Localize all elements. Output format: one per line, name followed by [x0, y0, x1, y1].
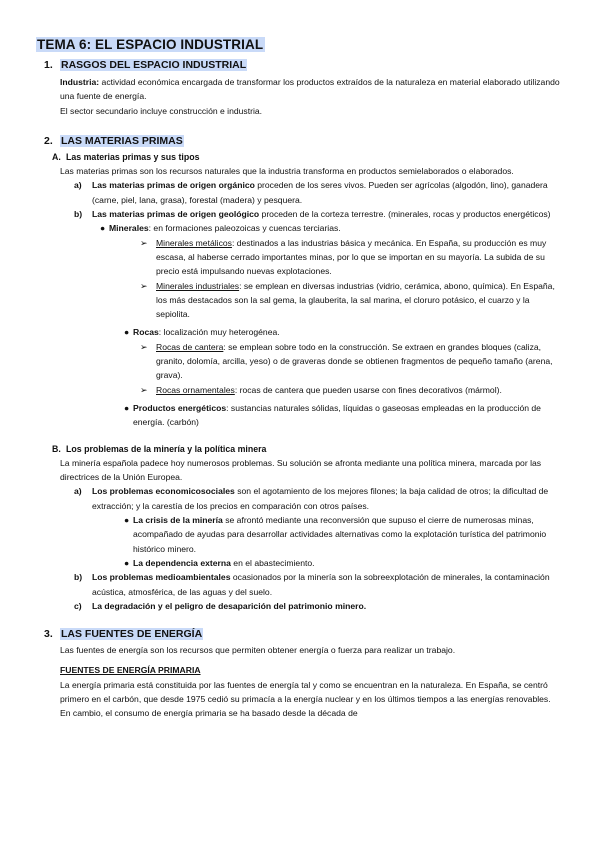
rocas-text: : localización muy heterogénea.: [158, 327, 280, 338]
ornamentales-text: : rocas de cantera que pueden usarse con fines decorativos (mármol).: [234, 384, 502, 395]
industriales-body: [156, 279, 560, 322]
bullet-crisis: [124, 513, 560, 556]
organico-label: Las materias primas de origen orgánico: [92, 180, 255, 191]
subsection-B-title: Los problemas de la minería y la política minera: [66, 443, 267, 454]
bullet-icon: ●: [124, 557, 130, 568]
minerales-label: Minerales: [109, 223, 149, 234]
section-3-heading: [44, 627, 560, 642]
metalicos-body: [156, 236, 560, 279]
page-title: [36, 36, 560, 54]
section-1-heading: [44, 58, 560, 73]
item-a-mark: a): [74, 180, 82, 191]
dependencia-label: La dependencia externa: [133, 557, 231, 568]
subsection-A-heading: [52, 150, 560, 164]
medioambientales-body: [92, 570, 560, 599]
subsection-B-heading: [52, 442, 560, 456]
crisis-text: se afrontó mediante una reconversión que supuso el cierre de numerosas minas, acompañado de ayudas para desarrollar actividades alternativas como la explotación turística del patrimonio histórico minero.: [133, 515, 547, 554]
medioambientales-text: ocasionados por la minería son la sobreexplotación de minerales, la contaminación acústica, atmosférica, de las aguas y del suelo.: [92, 572, 550, 597]
industria-definition: [60, 75, 560, 104]
ornamentales-body: [156, 383, 560, 397]
arrow-icon: ➢: [140, 280, 148, 291]
geologico-label: Las materias primas de origen geológico: [92, 209, 260, 220]
crisis-label: La crisis de la minería: [133, 515, 223, 526]
bullet-icon: ●: [124, 327, 130, 338]
arrow-icon: ➢: [140, 384, 148, 395]
energeticos-body: [133, 401, 560, 430]
item-a-body: [92, 178, 560, 207]
degradacion-text: La degradación y el peligro de desaparición del patrimonio minero.: [92, 600, 367, 611]
metalicos-label: Minerales metálicos: [156, 237, 232, 248]
cantera-body: [156, 340, 560, 383]
item-b-mark: b): [74, 572, 83, 583]
dependencia-text: en el abastecimiento.: [230, 557, 315, 568]
title-text: TEMA 6: EL ESPACIO INDUSTRIAL: [37, 37, 264, 52]
item-degradacion: [74, 599, 560, 613]
section-2-number: 2.: [44, 134, 53, 147]
materias-primas-intro: Las materias primas son los recursos naturales que la industria transforma en productos semielaborados o elaborados.: [60, 166, 514, 177]
bullet-icon: ●: [124, 402, 130, 413]
organico-text: proceden de los seres vivos. Pueden ser agrícolas (algodón, lino), ganadera (carne, piel, lana, grasa), forestal (madera) y pesquera.: [92, 180, 548, 205]
subsection-A-title: Las materias primas y sus tipos: [66, 151, 200, 162]
item-c-mark: c): [74, 600, 82, 611]
economicosociales-text: son el agotamiento de los mejores filones; la baja calidad de otros; la dificultad de extracción; y la carestía de los precios en comparación con otros países.: [92, 486, 549, 511]
item-economicosociales: [74, 484, 560, 513]
section-3-number: 3.: [44, 628, 53, 641]
arrow-metalicos: [140, 236, 560, 279]
arrow-icon: ➢: [140, 341, 148, 352]
subsection-B-mark: B.: [52, 443, 61, 454]
item-b-mark: b): [74, 209, 83, 220]
item-geologico: [74, 207, 560, 221]
ornamentales-label: Rocas ornamentales: [156, 384, 235, 395]
bullet-icon: ●: [124, 515, 130, 526]
item-b-body: [92, 207, 560, 221]
energeticos-text: : sustancias naturales sólidas, líquidas o gaseosas empleadas en la producción de energía. (carbón): [133, 402, 541, 428]
geologico-text: proceden de la corteza terrestre. (minerales, rocas y productos energéticos): [259, 209, 551, 220]
energeticos-label: Productos energéticos: [133, 402, 227, 413]
energia-primaria-text: La energía primaria está constituida por las fuentes de energía tal y como se encuentran en la naturaleza. En España, se centró primero en el carbón, que desde 1975 cedió su primacía a la energía nuclear y en los últimos tiempos a las energías renovables. En cambio, el consumo de energía primaria se ha basado desde la década de: [60, 679, 551, 719]
metalicos-text: : destinados a las industrias básica y mecánica. En España, su producción es muy escasa, al haberse cerrado importantes minas, por lo que se importan en su mayoría. La subida de su precio está impulsando nuevas explotaciones.: [156, 237, 547, 277]
minerales-text: : en formaciones paleozoicas y cuencas terciarias.: [148, 223, 341, 234]
bullet-icon: ●: [100, 223, 106, 234]
energia-primaria-heading: FUENTES DE ENERGÍA PRIMARIA: [60, 665, 201, 676]
sector-text: El sector secundario incluye construcción e industria.: [60, 105, 263, 116]
section-2-heading: [44, 134, 560, 149]
industriales-text: : se emplean en diversas industrias (vidrio, cerámica, abono, química). En España, los más destacados son la sal gema, la glauberita, la sal marina, el cloruro potásico, el cuarzo y la sepiolita.: [156, 280, 555, 320]
industria-label: Industria:: [60, 77, 100, 87]
subsection-A-mark: A.: [52, 151, 61, 162]
rocas-label: Rocas: [133, 327, 159, 338]
item-organico: [74, 178, 560, 207]
section-1-number: 1.: [44, 59, 53, 71]
section-3-title: LAS FUENTES DE ENERGÍA: [61, 628, 203, 641]
bullet-rocas: [124, 325, 560, 339]
section-1-title: RASGOS DEL ESPACIO INDUSTRIAL: [61, 59, 247, 71]
economicosociales-label: Los problemas economicosociales: [92, 486, 235, 497]
cantera-label: Rocas de cantera: [156, 341, 224, 352]
economicosociales-body: [92, 484, 560, 513]
minerales-body: [109, 221, 560, 235]
fuentes-intro: Las fuentes de energía son los recursos que permiten obtener energía o fuerza para realizar un trabajo.: [60, 645, 456, 656]
crisis-body: [133, 513, 560, 556]
arrow-cantera: [140, 340, 560, 383]
rocas-body: [133, 325, 560, 339]
dependencia-body: [133, 556, 560, 570]
item-a-mark: a): [74, 486, 82, 497]
bullet-minerales: [100, 221, 560, 235]
mineria-intro: La minería española padece hoy numerosos problemas. Su solución se afronta mediante una política minera, marcada por las directrices de la Unión Europea.: [60, 457, 542, 483]
bullet-dependencia: [124, 556, 560, 570]
medioambientales-label: Los problemas medioambientales: [92, 572, 231, 583]
industria-text: actividad económica encargada de transformar los productos extraídos de la naturaleza en material elaborado utilizando una fuente de energía.: [60, 77, 560, 102]
bullet-energeticos: [124, 401, 560, 430]
arrow-ornamentales: [140, 383, 560, 397]
section-1-body: [60, 75, 560, 118]
cantera-text: : se emplean sobre todo en la construcción. Se extraen en grandes bloques (caliza, granito, dolomía, arcilla, yeso) o de graveras donde se obtienen fragmentos de pequeño tamaño (arena, grava).: [156, 341, 553, 381]
section-2-title: LAS MATERIAS PRIMAS: [61, 134, 183, 147]
arrow-icon: ➢: [140, 237, 148, 248]
industriales-label: Minerales industriales: [156, 280, 240, 291]
arrow-industriales: [140, 279, 560, 322]
item-medioambientales: [74, 570, 560, 599]
